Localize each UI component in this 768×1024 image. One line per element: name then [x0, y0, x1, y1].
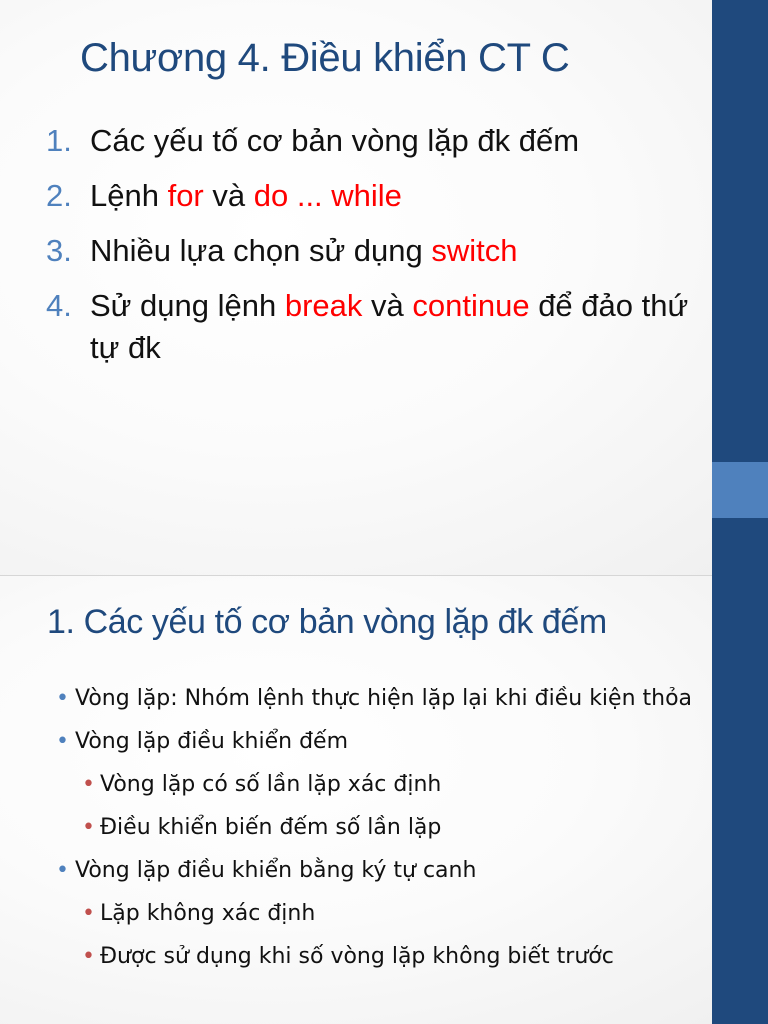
- list-item: [46, 120, 696, 162]
- keyword-continue: continue: [412, 288, 530, 323]
- bullet-text: Lặp không xác định: [100, 901, 316, 926]
- list-item: [46, 175, 696, 217]
- item-text: Lệnh: [90, 178, 168, 213]
- sub-bullet-dot-icon: •: [82, 772, 95, 797]
- list-item: [46, 285, 696, 369]
- item-number: 1.: [46, 123, 72, 158]
- sub-bullet-item: [56, 809, 696, 846]
- keyword-break: break: [284, 288, 363, 323]
- bullet-text: Được sử dụng khi số vòng lặp không biết trước: [100, 944, 614, 969]
- keyword-do-while: do ... while: [253, 178, 402, 213]
- bullet-item: [56, 723, 696, 760]
- item-text: để đảo thứ tự đk: [90, 288, 689, 365]
- slide-2-title: 1. Các yếu tố cơ bản vòng lặp đk đếm: [47, 603, 607, 641]
- item-text: Nhiều lựa chọn sử dụng: [90, 233, 432, 268]
- sub-bullet-item: [56, 895, 696, 932]
- bullet-text: Vòng lặp: Nhóm lệnh thực hiện lặp lại khi điều kiện thỏa: [75, 686, 693, 711]
- sub-bullet-dot-icon: •: [82, 901, 95, 926]
- bullet-item: [56, 852, 696, 889]
- keyword-switch: switch: [431, 233, 518, 268]
- slide-2: [0, 576, 768, 1024]
- bullet-dot-icon: •: [56, 686, 69, 711]
- chapter-contents-list: [46, 120, 696, 382]
- sub-bullet-dot-icon: •: [82, 944, 95, 969]
- sidebar-accent-block: [712, 462, 768, 518]
- bullet-dot-icon: •: [56, 858, 69, 883]
- item-text: Sử dụng lệnh: [90, 288, 285, 323]
- sub-bullet-item: [56, 938, 696, 975]
- bullet-dot-icon: •: [56, 729, 69, 754]
- bullet-item: [56, 680, 696, 717]
- item-text: Các yếu tố cơ bản vòng lặp đk đếm: [90, 123, 580, 158]
- item-text: và: [203, 178, 254, 213]
- bullet-text: Vòng lặp điều khiển đếm: [75, 729, 349, 754]
- list-item: [46, 230, 696, 272]
- bullet-text: Vòng lặp có số lần lặp xác định: [100, 772, 442, 797]
- item-text: và: [362, 288, 413, 323]
- bullet-text: Vòng lặp điều khiển bằng ký tự canh: [75, 858, 477, 883]
- item-number: 4.: [46, 288, 72, 323]
- sub-bullet-dot-icon: •: [82, 815, 95, 840]
- sub-bullet-item: [56, 766, 696, 803]
- item-number: 3.: [46, 233, 72, 268]
- item-number: 2.: [46, 178, 72, 213]
- keyword-for: for: [167, 178, 204, 213]
- slide-1-title: Chương 4. Điều khiển CT C: [80, 36, 570, 80]
- bullet-list: [56, 680, 696, 981]
- bullet-text: Điều khiển biến đếm số lần lặp: [100, 815, 442, 840]
